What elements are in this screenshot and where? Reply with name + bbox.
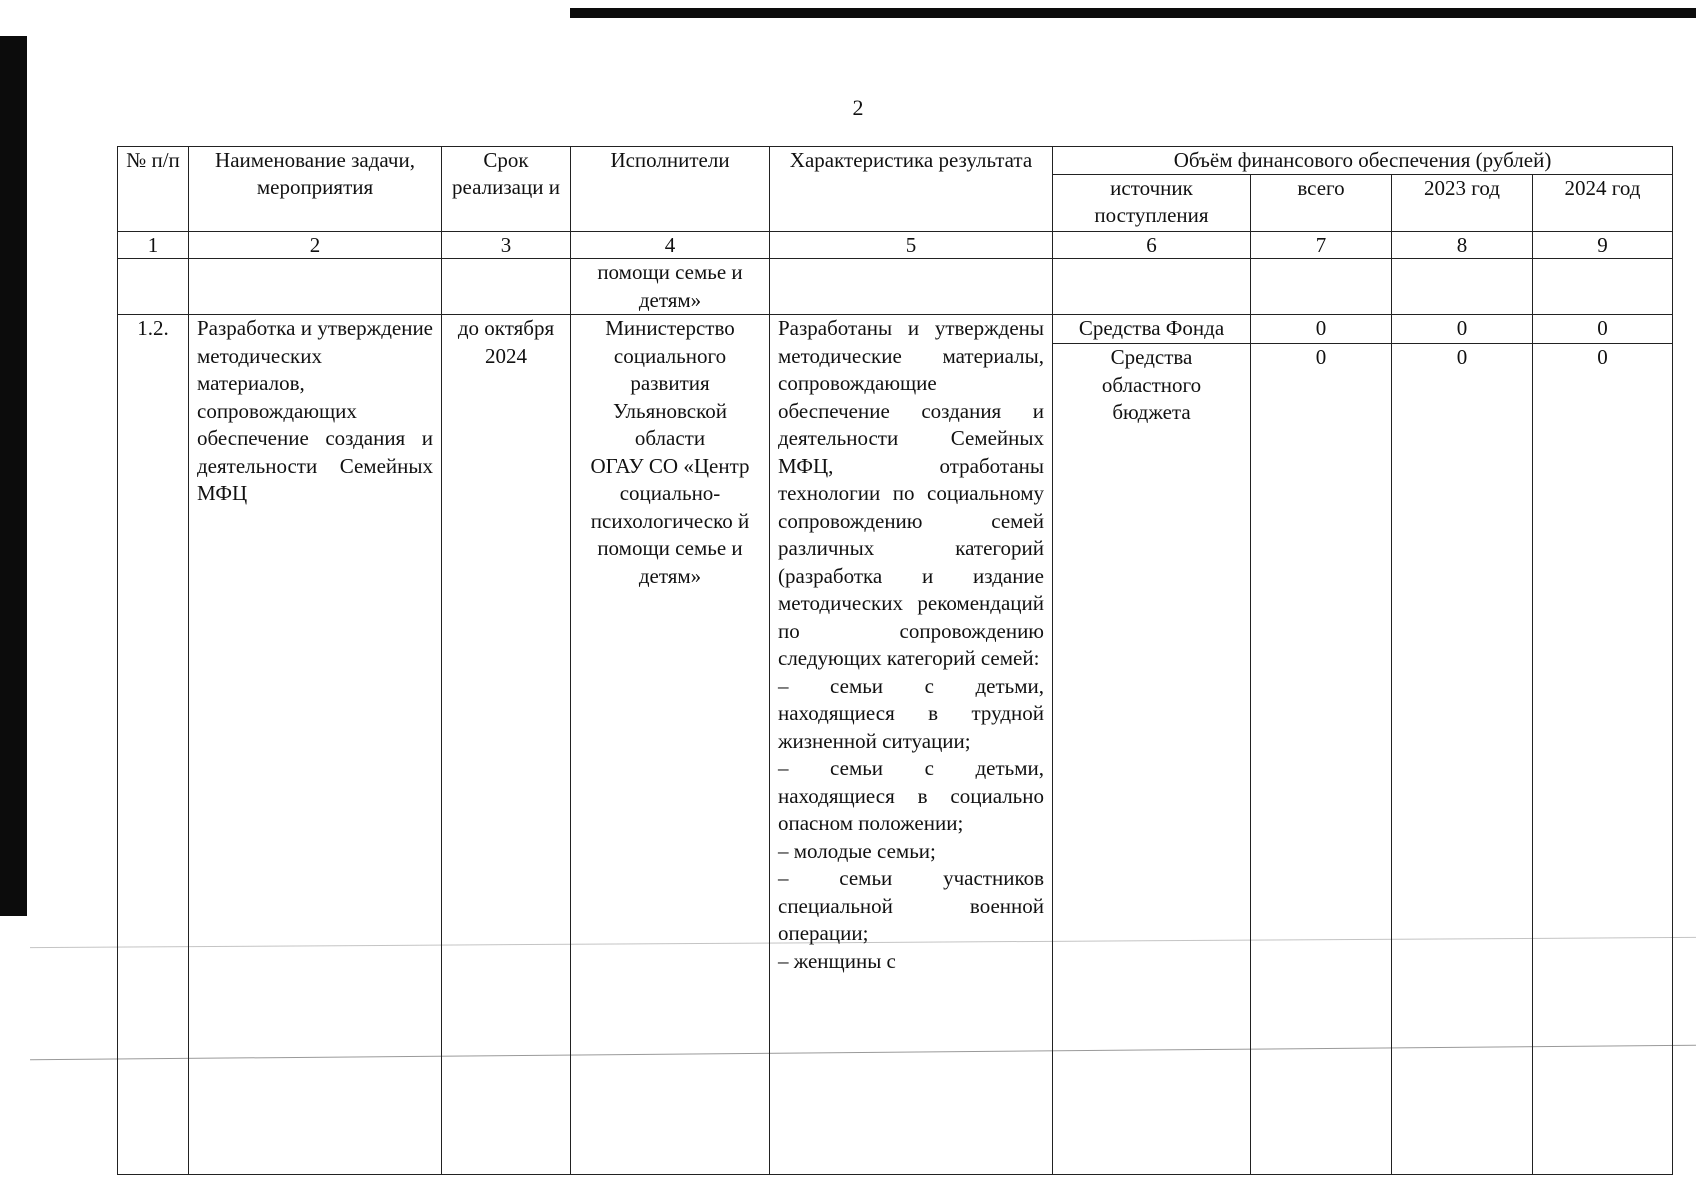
column-number: 8 xyxy=(1392,232,1533,259)
continued-row xyxy=(118,259,1673,315)
task-executors xyxy=(571,315,770,1175)
result-list-item: – женщины с xyxy=(778,948,896,973)
funding-2024: 0 xyxy=(1533,344,1673,1175)
column-number: 5 xyxy=(770,232,1053,259)
funding-total: 0 xyxy=(1251,315,1392,344)
result-paragraph: Разработаны и утверждены методические материалы, сопровождающие обеспечение создания и деятельности Семейных МФЦ, отработаны технологии по социальному сопровождению семей различных категорий (разработка и издание методических рекомендаций по сопровождению следующих категорий семей: xyxy=(778,316,1044,670)
page-number: 2 xyxy=(852,95,864,120)
header-term: Срок реализаци и xyxy=(442,147,571,232)
funding-total: 0 xyxy=(1251,344,1392,1175)
task-term: до октября 2024 xyxy=(442,315,571,1175)
result-list-item: – молодые семьи; xyxy=(778,838,936,863)
continued-executor-text: помощи семье и детям» xyxy=(571,259,770,315)
funding-2023: 0 xyxy=(1392,315,1533,344)
executor-item: Министерство социального развития Ульяновской области xyxy=(605,316,735,450)
header-result: Характеристика результата xyxy=(770,147,1053,232)
result-list-item: – семьи с детьми, находящиеся в трудной жизненной ситуации; xyxy=(778,673,1044,753)
funding-source: Средства областного бюджета xyxy=(1053,344,1251,1175)
scan-border-left xyxy=(0,36,27,916)
header-total: всего xyxy=(1251,175,1392,232)
column-number-row xyxy=(118,232,1673,259)
header-name: Наименование задачи, мероприятия xyxy=(189,147,442,232)
column-number: 1 xyxy=(118,232,189,259)
column-number: 7 xyxy=(1251,232,1392,259)
header-finance: Объём финансового обеспечения (рублей) xyxy=(1053,147,1673,175)
executor-item: ОГАУ СО «Центр социально-психологическо й помощи семье и детям» xyxy=(590,453,750,588)
task-result xyxy=(770,315,1053,1175)
column-number: 4 xyxy=(571,232,770,259)
column-number: 9 xyxy=(1533,232,1673,259)
column-number: 2 xyxy=(189,232,442,259)
task-name: Разработка и утверждение методических материалов, сопровождающих обеспечение создания и деятельности Семейных МФЦ xyxy=(189,315,442,1175)
header-number: № п/п xyxy=(118,147,189,232)
header-source: источник поступления xyxy=(1053,175,1251,232)
result-list-item: – семьи с детьми, находящиеся в социально опасном положении; xyxy=(778,756,1044,835)
column-number: 3 xyxy=(442,232,571,259)
header-2024: 2024 год xyxy=(1533,175,1673,232)
table-header-row xyxy=(118,147,1673,175)
funding-2023: 0 xyxy=(1392,344,1533,1175)
funding-2024: 0 xyxy=(1533,315,1673,344)
task-row xyxy=(118,315,1673,344)
column-number: 6 xyxy=(1053,232,1251,259)
funding-source: Средства Фонда xyxy=(1053,315,1251,344)
header-2023: 2023 год xyxy=(1392,175,1533,232)
result-list-item: – семьи участников специальной военной операции; xyxy=(778,866,1044,945)
task-number: 1.2. xyxy=(118,315,189,1175)
action-plan-table xyxy=(117,146,1673,1175)
header-executors: Исполнители xyxy=(571,147,770,232)
scan-border-top xyxy=(570,8,1696,18)
